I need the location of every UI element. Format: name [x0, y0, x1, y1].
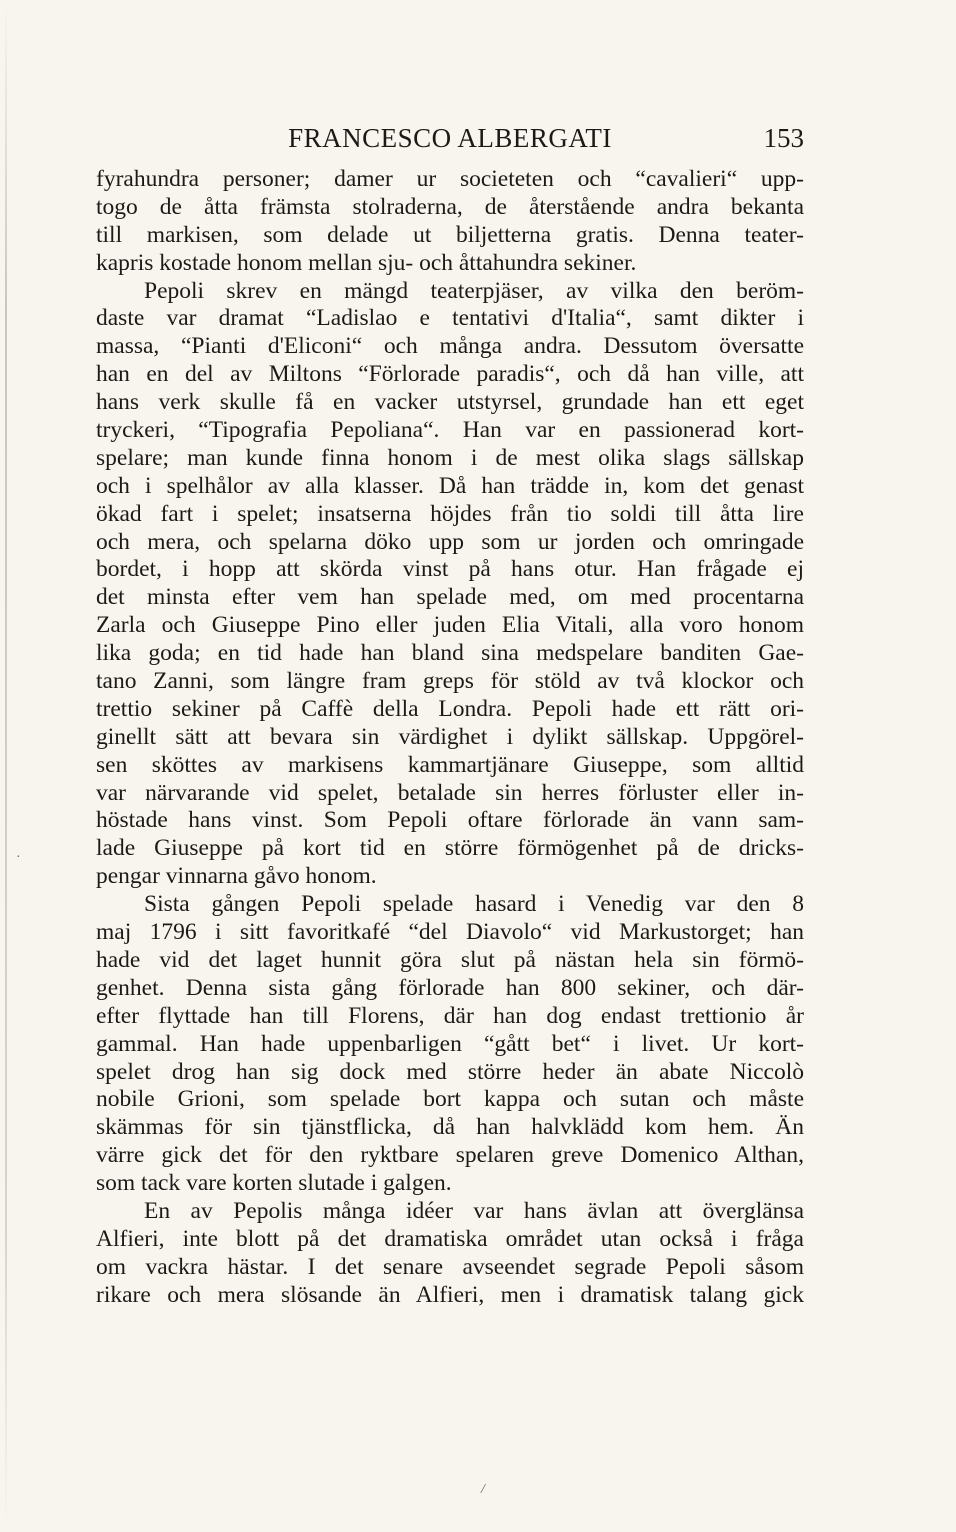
text-line: efter flyttade han till Florens, där han dog endast trettionio år: [96, 1002, 804, 1029]
text-line: fyrahundra personer; damer ur societeten och “cavalieri“ upp-: [96, 166, 804, 192]
text-line: hans verk skulle få en vacker utstyrsel, grundade han ett eget: [96, 389, 804, 416]
text-line: nobile Grioni, som spelade bort kappa och sutan och måste: [96, 1086, 804, 1113]
text-line: Zarla och Giuseppe Pino eller juden Elia Vitali, alla voro honom: [96, 612, 804, 639]
text-line: lika goda; en tid hade han bland sina medspelare banditen Gae-: [96, 640, 804, 667]
text-line: trettio sekiner på Caffè della Londra. Pepoli hade ett rätt ori-: [96, 695, 804, 722]
text-line: togo de åtta främsta stolraderna, de återstående andra bekanta: [96, 193, 804, 220]
text-line: spelare; man kunde finna honom i de mest olika slags sällskap: [96, 444, 804, 471]
running-header: [96, 118, 804, 158]
text-line: ginellt sätt att bevara sin värdighet i dylikt sällskap. Uppgörel-: [96, 723, 804, 750]
text-line: värre gick det för den ryktbare spelaren greve Domenico Althan,: [96, 1142, 804, 1169]
text-line: till markisen, som delade ut biljetterna gratis. Denna teater-: [96, 221, 804, 248]
margin-dot-mark: ·: [16, 850, 21, 865]
text-line: tano Zanni, som längre fram greps för stöld av två klockor och: [96, 668, 804, 695]
text-line: höstade hans vinst. Som Pepoli oftare förlorade än vann sam-: [96, 807, 804, 834]
text-line: sen sköttes av markisens kammartjänare Giuseppe, som alltid: [96, 751, 804, 778]
text-line: det minsta efter vem han spelade med, om med procentarna: [96, 584, 804, 611]
body-text: [96, 166, 804, 1310]
text-line: gammal. Han hade uppenbarligen “gått bet“ i livet. Ur kort-: [96, 1030, 804, 1057]
text-line: Alfieri, inte blott på det dramatiska området utan också i fråga: [96, 1225, 804, 1252]
text-line: och mera, och spelarna döko upp som ur jorden och omringade: [96, 528, 804, 555]
text-line: och i spelhålor av alla klasser. Då han trädde in, kom det genast: [96, 472, 804, 499]
text-line: daste var dramat “Ladislao e tentativi d'Italia“, samt dikter i: [96, 305, 804, 332]
text-line: pengar vinnarna gåvo honom.: [96, 863, 377, 890]
text-line: lade Giuseppe på kort tid en större förmögenhet på de dricks-: [96, 835, 804, 862]
text-line: En av Pepolis många idéer var hans ävlan att överglänsa: [144, 1197, 804, 1224]
text-line: kapris kostade honom mellan sju- och åttahundra sekiner.: [96, 249, 637, 276]
text-line: bordet, i hopp att skörda vinst på hans otur. Han frågade ej: [96, 556, 804, 583]
text-line: Pepoli skrev en mängd teaterpjäser, av vilka den beröm-: [144, 277, 804, 304]
text-line: massa, “Pianti d'Eliconi“ och många andra. Dessutom översatte: [96, 333, 804, 360]
text-line: tryckeri, “Tipografia Pepoliana“. Han var en passionerad kort-: [96, 417, 804, 444]
text-line: ökad fart i spelet; insatserna höjdes från tio soldi till åtta lire: [96, 500, 804, 527]
text-line: maj 1796 i sitt favoritkafé “del Diavolo“ vid Markustorget; han: [96, 919, 804, 946]
page-number: 153: [763, 123, 804, 153]
running-title: FRANCESCO ALBERGATI: [288, 123, 612, 153]
page-edge-shadow: [5, 0, 7, 1532]
text-line: skämmas för sin tjänstflicka, då han halvklädd kom hem. Än: [96, 1114, 804, 1141]
text-line: spelet drog han sig dock med större heder än abate Niccolò: [96, 1058, 804, 1085]
text-line: rikare och mera slösande än Alfieri, men i dramatisk talang gick: [96, 1281, 804, 1308]
text-line: genhet. Denna sista gång förlorade han 800 sekiner, och där-: [96, 974, 804, 1001]
bottom-pencil-mark: /: [481, 1482, 485, 1497]
text-line: Sista gången Pepoli spelade hasard i Venedig var den 8: [144, 891, 804, 918]
text-line: som tack vare korten slutade i galgen.: [96, 1170, 452, 1197]
text-line: han en del av Miltons “Förlorade paradis“, och då han ville, att: [96, 361, 804, 388]
text-line: om vackra hästar. I det senare avseendet segrade Pepoli såsom: [96, 1253, 804, 1280]
text-line: hade vid det laget hunnit göra slut på nästan hela sin förmö-: [96, 946, 804, 973]
text-line: var närvarande vid spelet, betalade sin herres förluster eller in-: [96, 779, 804, 806]
